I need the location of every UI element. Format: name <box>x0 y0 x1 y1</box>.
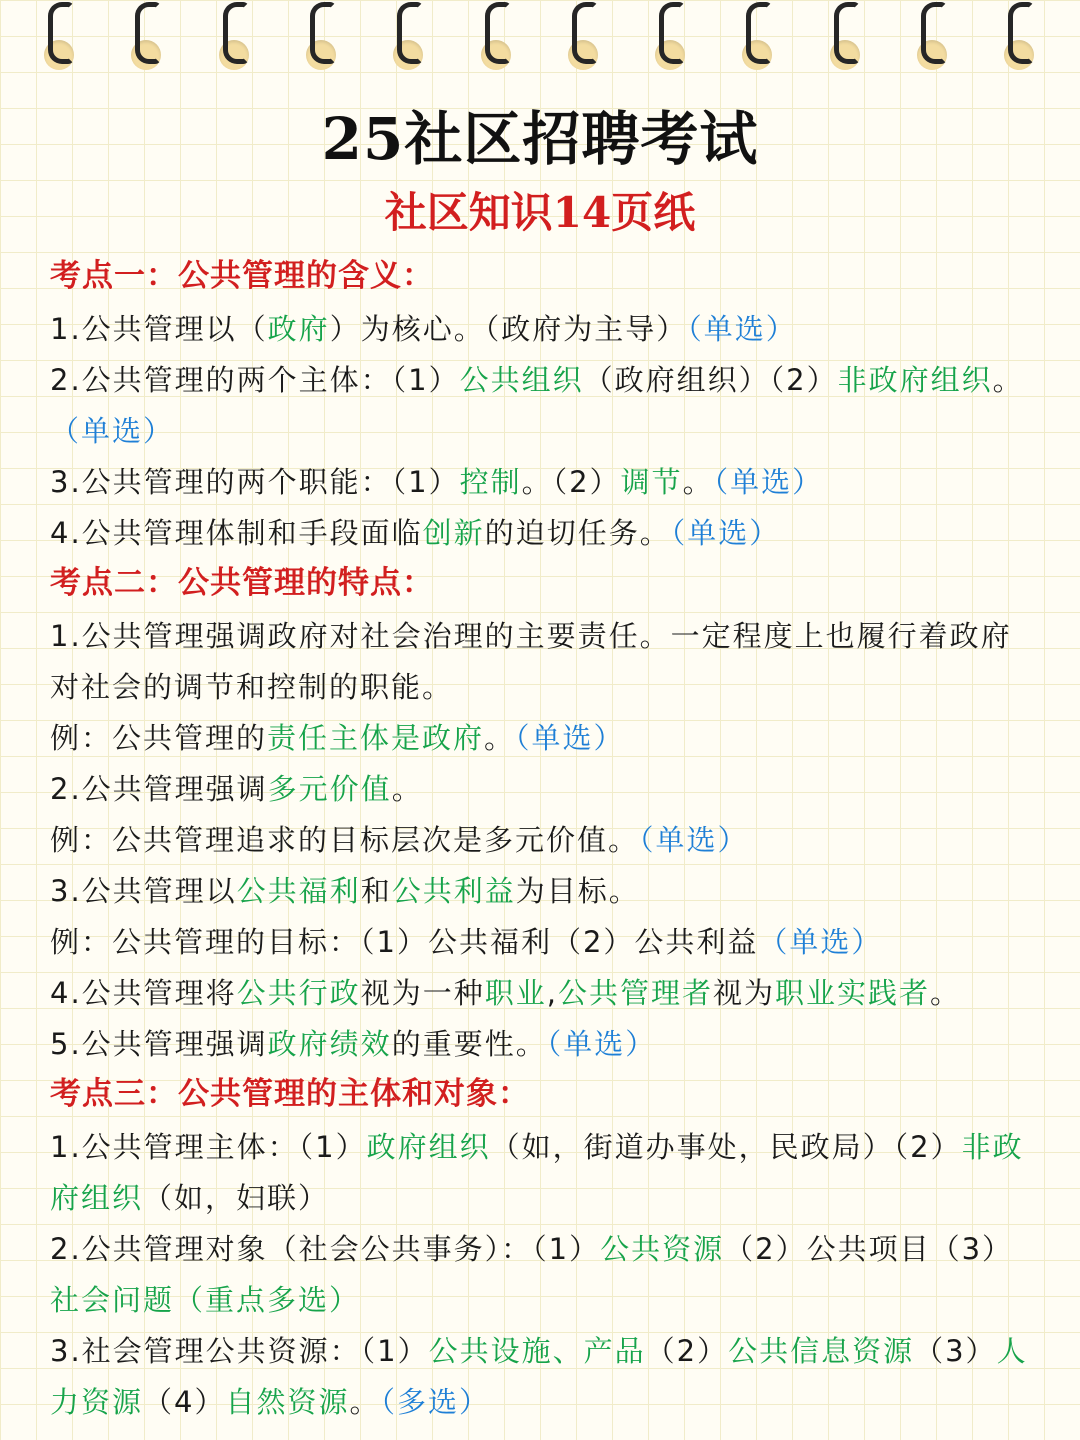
note-text: 例：公共管理的目标：（1）公共福利（2）公共利益 <box>50 925 759 959</box>
note-text: 。 <box>484 721 516 755</box>
note-text: 3.社会管理公共资源：（1） <box>50 1334 429 1368</box>
note-line <box>50 508 1040 559</box>
note-text: （4） <box>143 1385 226 1419</box>
question-type-tag: （单选） <box>639 823 749 857</box>
note-line <box>50 1224 1040 1326</box>
question-type-tag: （单选） <box>515 721 625 755</box>
binding-ring-icon <box>913 0 953 78</box>
note-text: 。 <box>682 465 714 499</box>
keyword-highlight: 公共利益 <box>391 874 516 908</box>
note-text: 例：公共管理的 <box>50 721 268 755</box>
keyword-highlight: 多元价值 <box>267 772 392 806</box>
keyword-highlight: 控制 <box>459 465 522 499</box>
note-text: 为目标。 <box>515 874 640 908</box>
note-text: 视为 <box>712 976 775 1010</box>
note-text: 的迫切任务。 <box>484 516 671 550</box>
note-text: , <box>546 976 558 1010</box>
note-line <box>50 815 1040 866</box>
note-line <box>50 866 1040 917</box>
keyword-highlight: 人力资源 <box>50 1334 1028 1419</box>
keyword-highlight: 公共设施、产品 <box>428 1334 646 1368</box>
section-heading: 考点二：公共管理的特点： <box>50 565 434 601</box>
question-type-tag: （多选） <box>380 1385 491 1419</box>
binding-ring-icon <box>738 0 778 78</box>
note-line <box>50 1122 1040 1224</box>
notes-content <box>50 252 1040 1428</box>
keyword-highlight: 公共管理者 <box>557 976 713 1010</box>
page-subtitle: 社区知识14页纸 <box>384 188 696 237</box>
note-text: 4.公共管理体制和手段面临 <box>50 516 423 550</box>
question-type-tag: （单选） <box>670 516 781 550</box>
note-line <box>50 917 1040 968</box>
binding-ring-icon <box>651 0 691 78</box>
note-line <box>50 968 1040 1019</box>
section-heading: 考点三：公共管理的主体和对象： <box>50 1076 530 1112</box>
section-1 <box>50 252 1040 559</box>
note-line <box>50 611 1040 713</box>
note-text: 5.公共管理强调 <box>50 1027 268 1061</box>
note-text: 。 <box>992 363 1024 397</box>
section-heading: 考点一：公共管理的含义： <box>50 258 434 294</box>
keyword-highlight: 政府 <box>267 312 330 346</box>
note-text: 2.公共管理强调 <box>50 772 268 806</box>
binding-ring-icon <box>302 0 342 78</box>
note-text: 4.公共管理将 <box>50 976 237 1010</box>
note-text: （如，妇联） <box>143 1181 330 1215</box>
note-line <box>50 713 1040 764</box>
keyword-highlight: 公共组织 <box>459 363 584 397</box>
note-text: （政府组织）（2） <box>583 363 838 397</box>
binding-ring-icon <box>215 0 255 78</box>
binding-ring-icon <box>127 0 167 78</box>
question-type-tag: （单选） <box>50 414 175 448</box>
note-text: （如，街道办事处，民政局）（2） <box>490 1130 962 1164</box>
binding-ring-icon <box>826 0 866 78</box>
note-line <box>50 457 1040 508</box>
note-text: 。（2） <box>521 465 621 499</box>
note-line <box>50 1019 1040 1070</box>
note-text: 3.公共管理的两个职能：（1） <box>50 465 460 499</box>
note-text: 的重要性。 <box>391 1027 547 1061</box>
note-text: 1.公共管理强调政府对社会治理的主要责任。一定程度上也履行着政府对社会的调节和控制的职能。 <box>50 619 1012 704</box>
note-text: （3） <box>914 1334 997 1368</box>
question-type-tag: （单选） <box>713 465 824 499</box>
note-line <box>50 355 1040 457</box>
note-text: 和 <box>360 874 392 908</box>
keyword-highlight: 非政府组织 <box>837 363 993 397</box>
note-line <box>50 304 1040 355</box>
note-text: 3.公共管理以 <box>50 874 237 908</box>
keyword-highlight: 自然资源 <box>225 1385 350 1419</box>
note-text: 。 <box>391 772 423 806</box>
keyword-highlight: 创新 <box>422 516 485 550</box>
spiral-binding <box>0 0 1080 80</box>
keyword-highlight: 社会问题（重点多选） <box>50 1283 361 1317</box>
question-type-tag: （单选） <box>687 312 797 346</box>
note-text: ）为核心。（政府为主导） <box>329 312 688 346</box>
section-2 <box>50 559 1040 1070</box>
keyword-highlight: 职业 <box>484 976 547 1010</box>
binding-ring-icon <box>389 0 429 78</box>
binding-ring-icon <box>1000 0 1040 78</box>
note-text: （2） <box>645 1334 729 1368</box>
question-type-tag: （单选） <box>758 925 883 959</box>
keyword-highlight: 公共信息资源 <box>728 1334 915 1368</box>
note-text: 例：公共管理追求的目标层次是多元价值。 <box>50 823 640 857</box>
note-text: 2.公共管理对象（社会公共事务）：（1） <box>50 1232 601 1266</box>
keyword-highlight: 政府绩效 <box>267 1027 392 1061</box>
note-text: 1.公共管理主体：（1） <box>50 1130 367 1164</box>
question-type-tag: （单选） <box>546 1027 657 1061</box>
keyword-highlight: 调节 <box>620 465 683 499</box>
section-3 <box>50 1070 1040 1428</box>
note-text: 2.公共管理的两个主体：（1） <box>50 363 460 397</box>
note-line <box>50 764 1040 815</box>
note-text: 1.公共管理以（ <box>50 312 268 346</box>
keyword-highlight: 职业实践者 <box>774 976 930 1010</box>
keyword-highlight: 责任主体是政府 <box>267 721 485 755</box>
page-title: 25社区招聘考试 <box>321 105 759 173</box>
binding-ring-icon <box>564 0 604 78</box>
note-line <box>50 1326 1040 1428</box>
note-text: （2）公共项目（3） <box>724 1232 1014 1266</box>
keyword-highlight: 政府组织 <box>366 1130 491 1164</box>
note-text: 。 <box>349 1385 381 1419</box>
keyword-highlight: 公共行政 <box>236 976 361 1010</box>
binding-ring-icon <box>40 0 80 78</box>
keyword-highlight: 公共福利 <box>236 874 361 908</box>
note-text: 视为一种 <box>360 976 485 1010</box>
binding-ring-icon <box>477 0 517 78</box>
keyword-highlight: 公共资源 <box>600 1232 725 1266</box>
keyword-highlight: 非政府组织 <box>50 1130 1024 1215</box>
note-text: 。 <box>929 976 961 1010</box>
